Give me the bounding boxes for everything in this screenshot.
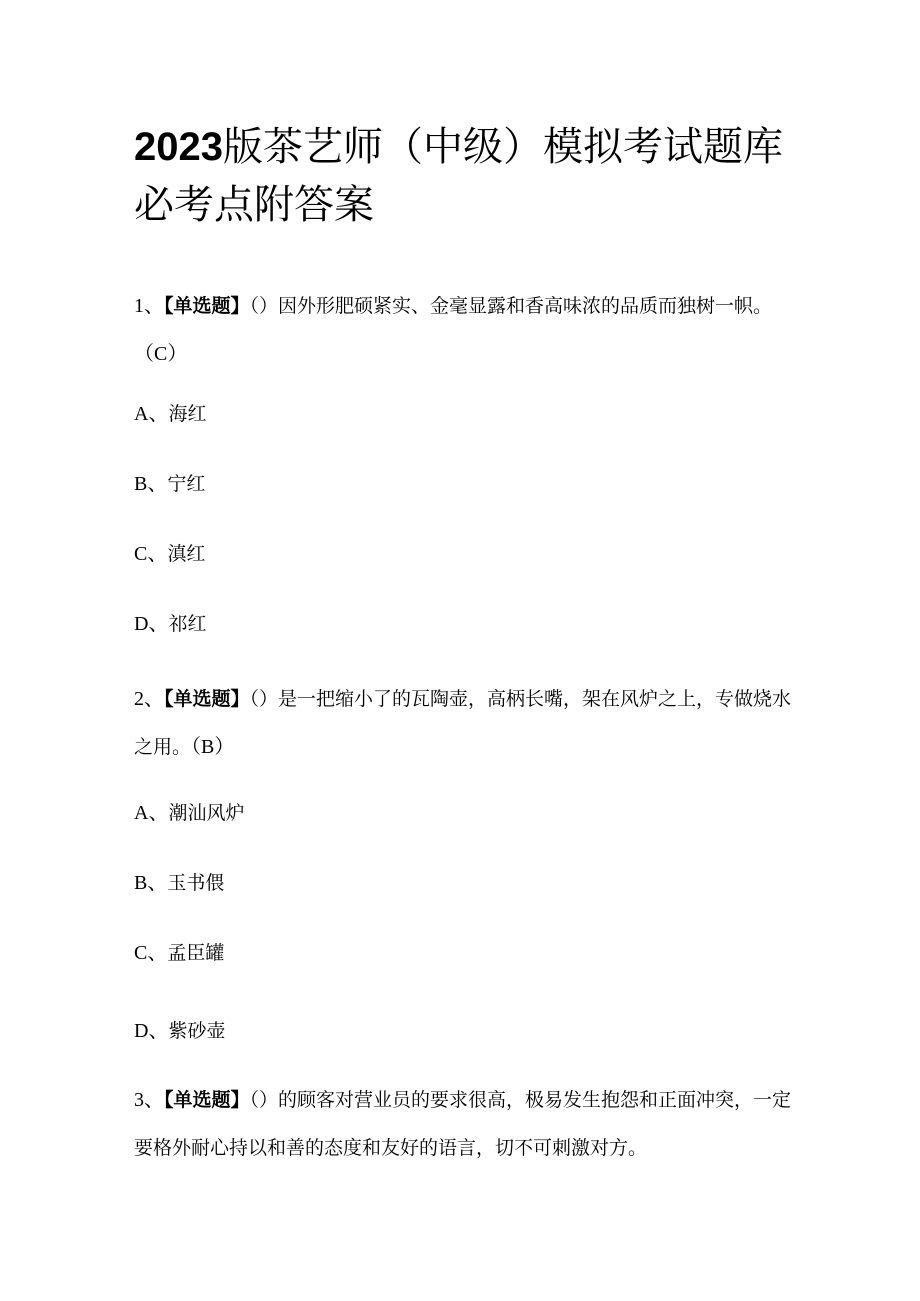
question-3	[134, 1076, 794, 1172]
option-text: 宁红	[167, 473, 206, 495]
question-type-tag: 【单选题】	[164, 688, 250, 710]
option-text: 玉书偎	[167, 872, 225, 894]
option-b	[134, 469, 205, 499]
option-letter: C、	[134, 942, 168, 964]
question-number: 1、	[134, 295, 164, 317]
question-type-tag: 【单选题】	[164, 295, 250, 317]
question-stem: （）是一把缩小了的瓦陶壶，高柄长嘴，架在风炉之上，专做烧水之用。	[134, 688, 792, 758]
question-2	[134, 675, 794, 771]
option-letter: D、	[134, 613, 169, 635]
option-text: 祁红	[168, 613, 207, 635]
question-number: 2、	[134, 688, 164, 710]
option-letter: C、	[134, 543, 168, 565]
option-letter: A、	[134, 403, 169, 425]
question-answer: （B）	[191, 736, 235, 758]
title-text: 版茶艺师（中级）模拟考试题库必考点附答案	[134, 124, 783, 228]
option-a	[134, 399, 206, 429]
option-text: 海红	[168, 403, 207, 425]
page-title	[134, 118, 794, 234]
option-letter: A、	[134, 802, 169, 824]
option-text: 滇红	[167, 543, 206, 565]
option-text: 紫砂壶	[168, 1020, 226, 1042]
question-type-tag: 【单选题】	[164, 1089, 250, 1111]
option-d	[134, 1016, 225, 1046]
title-year: 2023	[134, 125, 223, 169]
question-stem: （）因外形肥硕紧实、金毫显露和香高味浓的品质而独树一帜。	[249, 295, 773, 317]
option-text: 孟臣罐	[167, 942, 225, 964]
option-letter: D、	[134, 1020, 169, 1042]
option-b	[134, 868, 224, 898]
option-d	[134, 609, 206, 639]
question-answer: （C）	[134, 343, 188, 365]
question-number: 3、	[134, 1089, 164, 1111]
question-stem: （）的顾客对营业员的要求很高，极易发生抱怨和正面冲突，一定要格外耐心持以和善的态度和友好的语言，切不可刺激对方。	[134, 1089, 792, 1159]
option-c	[134, 938, 224, 968]
option-text: 潮汕风炉	[168, 802, 245, 824]
question-1	[134, 282, 794, 378]
option-a	[134, 798, 244, 828]
option-letter: B、	[134, 872, 168, 894]
option-c	[134, 539, 205, 569]
option-letter: B、	[134, 473, 168, 495]
